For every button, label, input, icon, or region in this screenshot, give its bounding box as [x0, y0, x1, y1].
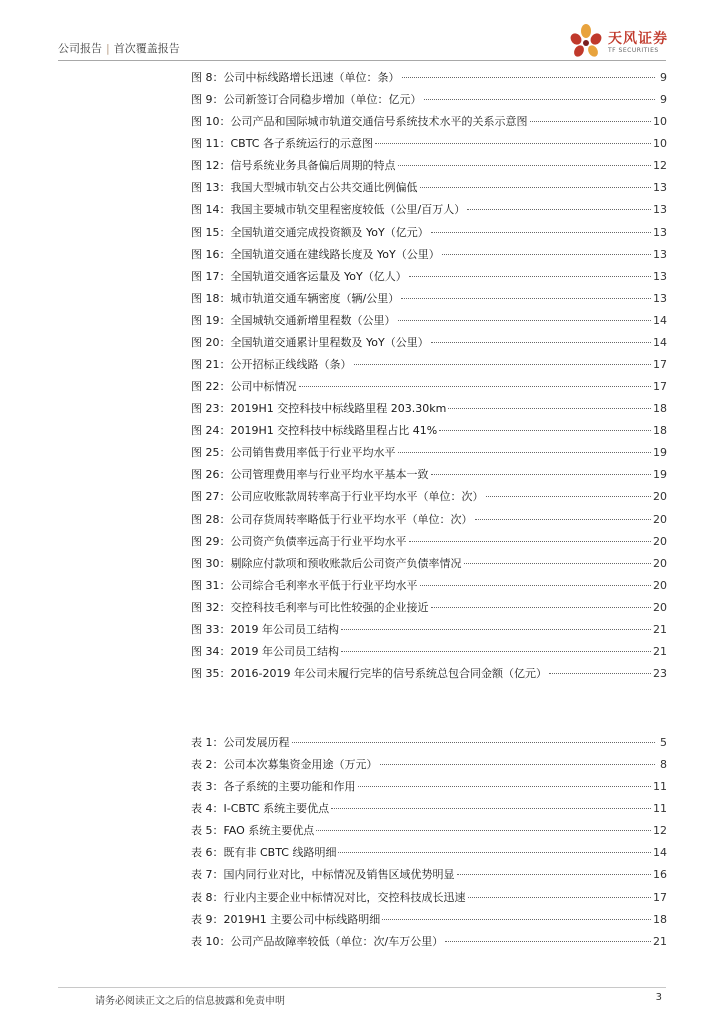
dot-leader: [402, 76, 656, 78]
company-logo: [566, 22, 678, 62]
dot-leader: [442, 253, 651, 255]
dot-leader: [409, 275, 651, 277]
table-entry[interactable]: [191, 820, 667, 842]
figure-entry-label: 图 13：我国大型城市轨交占公共交通比例偏低: [191, 181, 418, 195]
header-company: 公司报告: [58, 42, 102, 55]
figure-entry-page-number: 23: [653, 667, 667, 681]
logo-name-en: TF SECURITIES: [608, 47, 659, 54]
figure-entry-label: 图 26：公司管理费用率与行业平均水平基本一致: [191, 468, 429, 482]
dot-leader: [424, 98, 656, 100]
dot-leader: [420, 584, 652, 586]
figure-entry[interactable]: [191, 288, 667, 310]
figure-entry-label: 图 15：全国轨道交通完成投资额及 YoY（亿元）: [191, 225, 429, 239]
table-entry-label: 表 10：公司产品故障率较低（单位：次/车万公里）: [191, 934, 444, 948]
dot-leader: [457, 873, 652, 875]
figure-entry-label: 图 22：公司中标情况: [191, 380, 297, 394]
figure-entry[interactable]: [191, 244, 667, 266]
figure-entry[interactable]: [191, 553, 667, 575]
table-entry-label: 表 9：2019H1 主要公司中标线路明细: [191, 912, 381, 926]
figure-entry[interactable]: [191, 222, 667, 244]
figure-entry[interactable]: [191, 155, 667, 177]
figure-entry-label: 图 25：公司销售费用率低于行业平均水平: [191, 446, 396, 460]
dot-leader: [431, 231, 651, 233]
figure-entry-page-number: 9: [660, 93, 667, 107]
dot-leader: [354, 363, 652, 365]
dot-leader: [338, 851, 651, 853]
table-entry-page-number: 14: [653, 846, 667, 860]
dot-leader: [486, 495, 652, 497]
figure-entry[interactable]: [191, 89, 667, 111]
figure-entry[interactable]: [191, 177, 667, 199]
figure-entry-label: 图 34：2019 年公司员工结构: [191, 645, 339, 659]
figure-entry-label: 图 19：全国城轨交通新增里程数（公里）: [191, 313, 396, 327]
figure-entry-label: 图 10：公司产品和国际城市轨道交通信号系统技术水平的关系示意图: [191, 115, 528, 129]
figure-entry[interactable]: [191, 376, 667, 398]
header-separator: |: [106, 42, 110, 55]
flower-logo-icon: [566, 22, 606, 62]
dot-leader: [398, 451, 652, 453]
dot-leader: [398, 164, 652, 166]
figure-entry-page-number: 13: [653, 247, 667, 261]
figure-entry[interactable]: [191, 531, 667, 553]
logo-name-cn: 天风证券: [608, 31, 668, 47]
figure-entry-label: 图 32：交控科技毛利率与可比性较强的企业接近: [191, 600, 429, 614]
figure-entry-page-number: 14: [653, 313, 667, 327]
dot-leader: [358, 785, 652, 787]
dot-leader: [431, 341, 651, 343]
figure-entry[interactable]: [191, 575, 667, 597]
dot-leader: [341, 628, 651, 630]
figure-entry[interactable]: [191, 442, 667, 464]
figure-entry-label: 图 17：全国轨道交通客运量及 YoY（亿人）: [191, 269, 407, 283]
dot-leader: [382, 918, 651, 920]
figure-index: [191, 67, 667, 685]
figure-entry[interactable]: [191, 67, 667, 89]
figure-entry-label: 图 33：2019 年公司员工结构: [191, 622, 339, 636]
table-entry-label: 表 7：国内同行业对比，中标情况及销售区域优势明显: [191, 868, 455, 882]
dot-leader: [341, 650, 651, 652]
figure-entry-page-number: 21: [653, 645, 667, 659]
table-entry-label: 表 5：FAO 系统主要优点: [191, 824, 315, 838]
dot-leader: [445, 940, 651, 942]
figure-entry[interactable]: [191, 509, 667, 531]
header-text: [58, 40, 180, 56]
dot-leader: [401, 297, 651, 299]
figure-entry-page-number: 13: [653, 203, 667, 217]
figure-entry-label: 图 31：公司综合毛利率水平低于行业平均水平: [191, 578, 418, 592]
table-entry-page-number: 16: [653, 868, 667, 882]
figure-entry-label: 图 30：剔除应付款项和预收账款后公司资产负债率情况: [191, 556, 462, 570]
table-entry-page-number: 5: [660, 736, 667, 749]
figure-entry-label: 图 8：公司中标线路增长迅速（单位：条）: [191, 71, 400, 84]
dot-leader: [439, 429, 651, 431]
table-entry[interactable]: [191, 732, 667, 754]
dot-leader: [409, 540, 652, 542]
figure-entry-page-number: 12: [653, 159, 667, 173]
figure-entry-label: 图 23：2019H1 交控科技中标线路里程 203.30km: [191, 402, 447, 416]
figure-entry[interactable]: [191, 310, 667, 332]
figure-entry-page-number: 13: [653, 291, 667, 305]
table-entry[interactable]: [191, 776, 667, 798]
figure-entry-label: 图 14：我国主要城市轨交里程密度较低（公里/百万人）: [191, 203, 466, 217]
figure-entry-label: 图 12：信号系统业务具备偏后周期的特点: [191, 159, 396, 173]
dot-leader: [475, 518, 652, 520]
figure-entry-page-number: 20: [653, 578, 667, 592]
table-entry-page-number: 12: [653, 824, 667, 838]
footer-disclaimer: 请务必阅读正文之后的信息披露和免责申明: [95, 996, 285, 1007]
figure-entry-label: 图 35：2016-2019 年公司未履行完毕的信号系统总包合同金额（亿元）: [191, 667, 547, 681]
table-entry-page-number: 11: [653, 780, 667, 794]
figure-entry[interactable]: [191, 354, 667, 376]
dot-leader: [549, 672, 651, 674]
figure-entry-label: 图 21：公开招标正线线路（条）: [191, 358, 352, 372]
dot-leader: [467, 208, 651, 210]
figure-entry[interactable]: [191, 597, 667, 619]
figure-entry[interactable]: [191, 641, 667, 663]
figure-entry-label: 图 24：2019H1 交控科技中标线路里程占比 41%: [191, 424, 438, 438]
dot-leader: [331, 807, 651, 809]
figure-entry-page-number: 17: [653, 380, 667, 394]
figure-entry[interactable]: [191, 332, 667, 354]
table-entry-page-number: 21: [653, 934, 667, 948]
dot-leader: [448, 407, 651, 409]
figure-entry-label: 图 27：公司应收账款周转率高于行业平均水平（单位：次）: [191, 490, 484, 504]
footer-divider: [58, 987, 666, 988]
figure-entry-page-number: 20: [653, 490, 667, 504]
figure-entry-page-number: 19: [653, 446, 667, 460]
header-report-type: 首次覆盖报告: [113, 42, 180, 55]
figure-entry-page-number: 21: [653, 622, 667, 636]
table-entry-label: 表 1：公司发展历程: [191, 736, 290, 749]
figure-entry-page-number: 13: [653, 181, 667, 195]
figure-entry-label: 图 28：公司存货周转率略低于行业平均水平（单位：次）: [191, 512, 473, 526]
figure-entry-page-number: 9: [660, 71, 667, 84]
figure-entry-page-number: 10: [653, 115, 667, 129]
figure-entry[interactable]: [191, 619, 667, 641]
figure-entry-label: 图 29：公司资产负债率远高于行业平均水平: [191, 534, 407, 548]
figure-entry-page-number: 20: [653, 556, 667, 570]
dot-leader: [299, 385, 652, 387]
figure-entry-page-number: 14: [653, 335, 667, 349]
dot-leader: [316, 829, 651, 831]
dot-leader: [464, 562, 652, 564]
figure-entry-label: 图 9：公司新签订合同稳步增加（单位：亿元）: [191, 93, 422, 107]
table-entry-page-number: 8: [660, 758, 667, 772]
figure-entry-page-number: 18: [653, 402, 667, 416]
dot-leader: [431, 473, 652, 475]
figure-entry[interactable]: [191, 133, 667, 155]
figure-entry-page-number: 19: [653, 468, 667, 482]
figure-entry-page-number: 10: [653, 137, 667, 151]
table-entry-label: 表 4：I-CBTC 系统主要优点: [191, 802, 330, 816]
figure-entry-page-number: 17: [653, 358, 667, 372]
figure-entry[interactable]: [191, 199, 667, 221]
table-entry-label: 表 8：行业内主要企业中标情况对比，交控科技成长迅速: [191, 890, 466, 904]
figure-entry-label: 图 16：全国轨道交通在建线路长度及 YoY（公里）: [191, 247, 440, 261]
figure-entry[interactable]: [191, 266, 667, 288]
figure-entry-page-number: 20: [653, 534, 667, 548]
figure-entry[interactable]: [191, 398, 667, 420]
table-entry[interactable]: [191, 931, 667, 953]
footer-page-number: 3: [655, 992, 662, 1003]
dot-leader: [431, 606, 652, 608]
dot-leader: [292, 741, 656, 743]
figure-entry[interactable]: [191, 486, 667, 508]
figure-entry-page-number: 20: [653, 512, 667, 526]
figure-entry[interactable]: [191, 420, 667, 442]
table-entry[interactable]: [191, 798, 667, 820]
table-entry-page-number: 18: [653, 912, 667, 926]
figure-entry-page-number: 20: [653, 600, 667, 614]
table-entry[interactable]: [191, 864, 667, 886]
table-entry-label: 表 2：公司本次募集资金用途（万元）: [191, 758, 378, 772]
dot-leader: [398, 319, 652, 321]
table-entry-page-number: 11: [653, 802, 667, 816]
figure-entry-page-number: 13: [653, 269, 667, 283]
figure-entry[interactable]: [191, 663, 667, 685]
figure-entry-label: 图 20：全国轨道交通累计里程数及 YoY（公里）: [191, 335, 429, 349]
table-entry[interactable]: [191, 842, 667, 864]
table-entry[interactable]: [191, 909, 667, 931]
dot-leader: [375, 142, 651, 144]
table-entry-label: 表 6：既有非 CBTC 线路明细: [191, 846, 337, 860]
dot-leader: [468, 896, 652, 898]
figure-entry-page-number: 18: [653, 424, 667, 438]
table-index: [191, 732, 667, 953]
table-entry[interactable]: [191, 754, 667, 776]
dot-leader: [420, 186, 652, 188]
dot-leader: [380, 763, 656, 765]
table-entry-label: 表 3：各子系统的主要功能和作用: [191, 780, 356, 794]
table-entry-page-number: 17: [653, 890, 667, 904]
figure-entry-label: 图 18：城市轨道交通车辆密度（辆/公里）: [191, 291, 400, 305]
dot-leader: [530, 120, 652, 122]
table-entry[interactable]: [191, 887, 667, 909]
figure-entry-page-number: 13: [653, 225, 667, 239]
figure-entry[interactable]: [191, 111, 667, 133]
figure-entry-label: 图 11：CBTC 各子系统运行的示意图: [191, 137, 373, 151]
figure-entry[interactable]: [191, 464, 667, 486]
